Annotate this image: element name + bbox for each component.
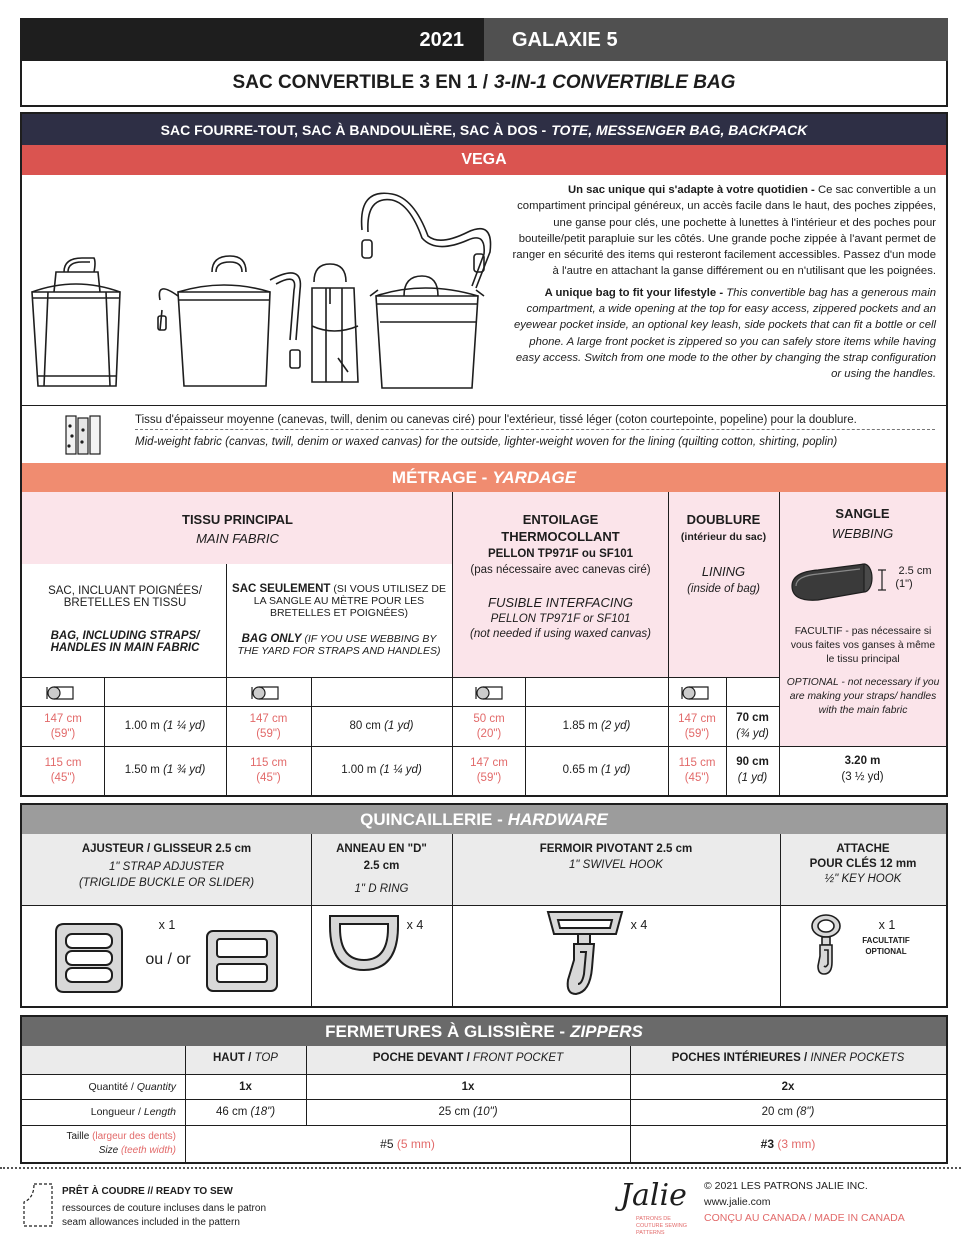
row1-a-qty: 1.00 m (1 ¼ yd) — [124, 720, 206, 732]
col-a-fr: SAC, INCLUANT POIGNÉES/ BRETELLES EN TISSU — [48, 585, 202, 609]
seam-allowance-en: seam allowances included in the pattern — [62, 1217, 240, 1228]
webbing-amount: 3.20 m — [844, 755, 881, 767]
webbing-fr-note: FACULTIF - pas nécessaire si vous faites vos ganses à même le tissu principal — [790, 626, 936, 665]
zp-qty-front: 1x — [461, 1081, 475, 1093]
row1-l-width-in: (59") — [684, 728, 710, 740]
interfacing-fr-note: (pas nécessaire avec canevas ciré) — [470, 564, 651, 576]
zippers-bar — [22, 1017, 946, 1046]
footer-divider — [0, 1167, 961, 1169]
slider-buckle-icon — [204, 928, 280, 994]
row2-b-width-in: (45") — [256, 772, 281, 784]
zp-head-inner: POCHES INTÉRIEURES / INNER POCKETS — [671, 1052, 905, 1064]
yardage-title-fr: MÉTRAGE - — [391, 467, 488, 487]
row1-i-width: 50 cm — [473, 713, 505, 725]
zippers-title-en: ZIPPERS — [570, 1021, 643, 1041]
hw3-fr: FERMOIR PIVOTANT 2.5 cm — [539, 843, 693, 855]
title-en: 3-IN-1 CONVERTIBLE BAG — [494, 72, 736, 93]
lining-fr-sub: (intérieur du sac) — [680, 531, 767, 543]
row2-l-qty: 90 cm — [736, 756, 769, 768]
hw1-en1: 1" STRAP ADJUSTER — [108, 861, 225, 873]
row2-l-width: 115 cm — [678, 757, 716, 769]
hardware-title-en: HARDWARE — [507, 809, 608, 829]
yardage-title-en: YARDAGE — [492, 467, 577, 487]
bag-types-bar — [22, 114, 946, 145]
interfacing-en: FUSIBLE INTERFACING — [488, 595, 633, 610]
zp-size-2: #3 (3 mm) — [760, 1137, 816, 1151]
row1-a-width-in: (59") — [50, 728, 76, 740]
bag-illustrations — [24, 180, 514, 402]
made-in-canada: CONÇU AU CANADA / MADE IN CANADA — [704, 1212, 905, 1224]
top-header — [20, 18, 948, 61]
hw4-optional-en: OPTIONAL — [865, 947, 907, 956]
zp-head-top: HAUT / TOP — [213, 1052, 278, 1064]
row2-i-width-in: (59") — [476, 772, 502, 784]
col-a-en: BAG, INCLUDING STRAPS/ HANDLES IN MAIN FABRIC — [50, 630, 200, 654]
fabric-note — [135, 414, 935, 448]
row2-l-qty-yd: (1 yd) — [737, 772, 768, 784]
or-label: ou / or — [145, 951, 191, 968]
webbing-roll-icon — [788, 560, 892, 606]
hw4-en: ½" KEY HOOK — [824, 873, 902, 885]
swivel-hook-icon — [540, 908, 630, 998]
tote-bag-drawing — [32, 258, 120, 386]
website-link[interactable]: www.jalie.com — [704, 1196, 771, 1208]
jalie-logo-sub: PATRONS DE COUTURE SEWING PATTERNS — [636, 1216, 688, 1236]
zp-row-len-label: Longueur / Length — [90, 1106, 176, 1118]
row1-i-qty: 1.85 m (2 yd) — [562, 720, 631, 732]
key-hook-icon — [806, 912, 850, 978]
interfacing-fr1: ENTOILAGE — [522, 512, 599, 527]
row2-a-width: 115 cm — [44, 757, 82, 769]
jalie-logo: Jalie — [620, 1178, 687, 1213]
interfacing-fr-brand: PELLON TP971F ou SF101 — [487, 548, 634, 560]
main-fabric-en: MAIN FABRIC — [196, 531, 279, 546]
title-fr: SAC CONVERTIBLE 3 EN 1 / — [232, 72, 489, 93]
row1-l-width: 147 cm — [678, 713, 716, 725]
fabric-note-en: Mid-weight fabric (canvas, twill, denim or waxed canvas) for the outside, lighter-weight woven for the lining (quilting cotton, shirting, poplin) — [135, 436, 838, 448]
hardware-bar — [22, 805, 946, 834]
webbing-amount-yd: (3 ½ yd) — [841, 771, 884, 783]
collection-name: GALAXIE 5 — [484, 18, 948, 61]
backpack-drawing — [158, 256, 300, 386]
fabric-rolls-icon — [62, 412, 108, 458]
row1-b-width: 147 cm — [249, 713, 288, 725]
hw4-qty: x 1 — [878, 918, 896, 932]
lining-fr: DOUBLURE — [686, 512, 761, 527]
model-name: VEGA — [22, 145, 946, 175]
webbing-size: 2.5 cm — [898, 565, 932, 577]
page-title — [20, 61, 948, 107]
interfacing-en-note: (not needed if using waxed canvas) — [470, 628, 651, 640]
hw2-qty: x 4 — [406, 918, 424, 932]
fabric-width-icon — [680, 683, 714, 701]
hw4-optional-fr: FACULTATIF — [862, 936, 910, 945]
hw2-en: 1" D RING — [354, 883, 409, 895]
hw4-fr: ATTACHE — [836, 843, 890, 855]
description-en — [505, 285, 936, 383]
interfacing-fr2: THERMOCOLLANT — [501, 529, 620, 544]
col-b-fr: SAC SEULEMENT (SI VOUS UTILISEZ DE LA SANGLE AU MÈTRE POUR LES BRETELLES ET POIGNÉES) — [232, 583, 446, 619]
zp-row-qty-label: Quantité / Quantity — [88, 1081, 176, 1093]
hw4-fr2: POUR CLÉS 12 mm — [809, 858, 917, 870]
zp-qty-inner: 2x — [781, 1081, 795, 1093]
row1-i-width-in: (20") — [476, 728, 502, 740]
zp-len-front: 25 cm (10") — [438, 1106, 498, 1118]
fabric-width-icon — [45, 683, 79, 701]
zp-head-front: POCHE DEVANT / FRONT POCKET — [372, 1052, 564, 1064]
row2-i-qty: 0.65 m (1 yd) — [562, 764, 631, 776]
yardage-bar — [22, 463, 946, 492]
zippers-title-fr: FERMETURES À GLISSIÈRE - — [325, 1021, 566, 1041]
bag-types-en: TOTE, MESSENGER BAG, BACKPACK — [551, 121, 808, 138]
hw1-qty: x 1 — [158, 918, 176, 932]
webbing-fr: SANGLE — [835, 506, 890, 521]
row2-a-qty: 1.50 m (1 ¾ yd) — [124, 764, 206, 776]
fabric-width-icon — [250, 683, 284, 701]
hw1-en2: (TRIGLIDE BUCKLE OR SLIDER) — [78, 877, 255, 889]
pattern-piece-icon — [20, 1182, 54, 1228]
description-fr — [505, 182, 936, 280]
row1-l-qty-yd: (¾ yd) — [736, 728, 769, 740]
description — [505, 182, 936, 388]
copyright: © 2021 LES PATRONS JALIE INC. — [704, 1180, 868, 1192]
row1-b-width-in: (59") — [256, 728, 281, 740]
description-fr-lead: Un sac unique qui s'adapte à votre quotidien - — [567, 184, 815, 196]
row2-l-width-in: (45") — [684, 772, 710, 784]
triglide-buckle-icon — [52, 920, 126, 996]
zp-len-top: 46 cm (18") — [215, 1106, 276, 1118]
webbing-en-note: OPTIONAL - not necessary if you are making your straps/ handles with the main fabric — [786, 677, 940, 716]
hardware-title-fr: QUINCAILLERIE - — [360, 809, 503, 829]
hw3-qty: x 4 — [630, 918, 648, 932]
messenger-bag-drawing — [362, 193, 491, 388]
row2-b-width: 115 cm — [250, 757, 287, 769]
zp-row-size-label-fr: Taille (largeur des dents) — [66, 1131, 176, 1142]
zp-row-size-label-en: Size (teeth width) — [98, 1145, 176, 1156]
ready-to-sew: PRÊT À COUDRE // READY TO SEW — [62, 1186, 233, 1197]
zp-qty-top: 1x — [239, 1081, 252, 1093]
side-view-drawing — [312, 264, 358, 382]
webbing-size-in: (1") — [895, 578, 913, 590]
main-fabric-fr: TISSU PRINCIPAL — [182, 512, 293, 527]
row1-b-qty: 80 cm (1 yd) — [349, 720, 414, 732]
col-b-en: BAG ONLY (IF YOU USE WEBBING BY THE YARD FOR STRAPS AND HANDLES) — [237, 633, 441, 657]
seam-allowance-fr: ressources de couture incluses dans le patron — [62, 1203, 267, 1214]
year: 2021 — [20, 18, 484, 61]
zp-len-inner: 20 cm (8") — [761, 1106, 815, 1118]
description-en-body: This convertible bag has a generous main compartment, a wide opening at the top for easy access, zippered pockets and an eyewear pocket inside, an optional key leash, side pockets that can fit a bottle or cell phone. A large front pocket is zippered so you can safely store items while having easy access. Switch from one mode to the other by changing the strap configuration or using the handles. — [514, 286, 936, 381]
webbing-en: WEBBING — [831, 526, 894, 541]
fabric-width-icon — [474, 683, 508, 701]
row2-b-qty: 1.00 m (1 ¼ yd) — [341, 764, 422, 776]
row2-a-width-in: (45") — [50, 772, 76, 784]
d-ring-icon — [326, 912, 402, 974]
fabric-note-fr: Tissu d'épaisseur moyenne (canevas, twill, denim ou canevas ciré) pour l'extérieur, tissé léger (coton courtepointe, popeline) pour la doublure. — [135, 414, 935, 430]
description-en-lead: A unique bag to fit your lifestyle - — [544, 286, 724, 299]
row2-i-width: 147 cm — [470, 757, 508, 769]
lining-en-sub: (inside of bag) — [687, 583, 760, 595]
hw2-fr: ANNEAU EN "D" — [336, 843, 427, 855]
bag-types-fr: SAC FOURRE-TOUT, SAC À BANDOULIÈRE, SAC À DOS - — [160, 121, 547, 138]
row1-a-width: 147 cm — [44, 713, 82, 725]
hw3-en: 1" SWIVEL HOOK — [569, 859, 663, 871]
main-fabric-header-bg — [22, 492, 453, 564]
row1-l-qty: 70 cm — [736, 712, 769, 724]
interfacing-en-brand: PELLON TP971F or SF101 — [490, 613, 631, 625]
hw1-fr: AJUSTEUR / GLISSEUR 2.5 cm — [81, 843, 252, 855]
lining-en: LINING — [701, 564, 746, 579]
hw2-fr2: 2.5 cm — [363, 860, 400, 872]
description-fr-body: Ce sac convertible a un compartiment principal généreux, un accès facile dans le haut, des poches zippées, une ganse pour clés, une pochette à lunettes à l'intérieur et des poches pour bouteille/petit parapluie sur les côtés. Une grande poche zippée à l'avant permet de ranger en sécurité des items qui resteront facilement accessibles. Passez d'un mode à l'autre en attachant la ganse différement ou en n'utilisant que les poignées. — [512, 184, 936, 278]
zp-size-1: #5 (5 mm) — [380, 1137, 435, 1151]
